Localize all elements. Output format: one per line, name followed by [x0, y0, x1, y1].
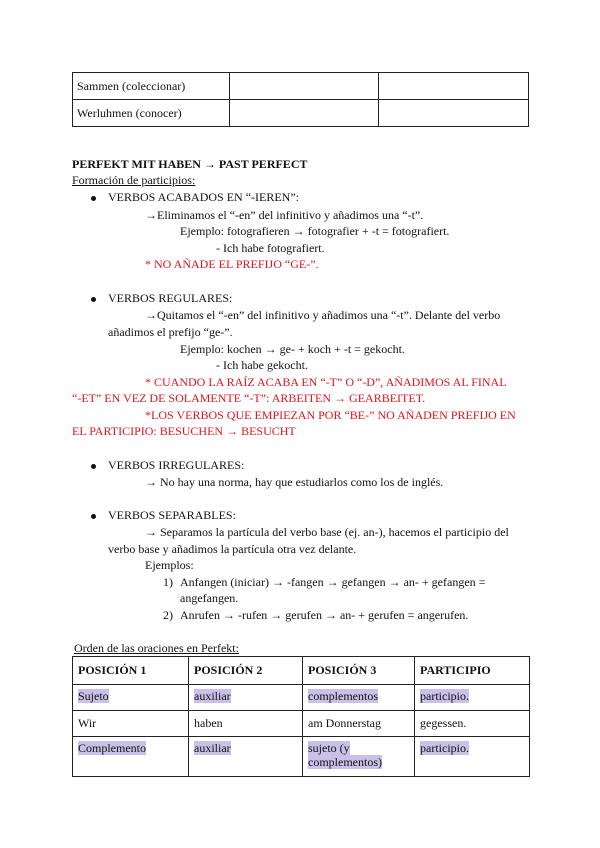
header-cell: POSICIÓN 1 — [73, 657, 189, 685]
section-title-separable: VERBOS SEPARABLES: — [108, 508, 236, 522]
example-2: Anrufen → -rufen → gerufen → an- + gerufen = angerufen. — [180, 608, 469, 622]
header-cell: POSICIÓN 2 — [189, 657, 303, 685]
ieren-note: * NO AÑADE EL PREFIJO “GE-”. — [145, 257, 319, 271]
irregular-rule: → No hay una norma, hay que estudiarlos como los de inglés. — [145, 475, 444, 489]
table-cell — [379, 100, 529, 127]
bullet-icon — [91, 464, 96, 469]
table-cell: complementos — [303, 685, 415, 711]
regular-note-2-line-1: *LOS VERBOS QUE EMPIEZAN POR “BE-” NO AÑADEN PREFIJO EN — [145, 408, 516, 422]
header-cell: POSICIÓN 3 — [303, 657, 415, 685]
example-1-line-2: angefangen. — [180, 591, 239, 605]
separable-rule-line-1: → Separamos la partícula del verbo base (ej. an-), hacemos el participio del — [145, 525, 509, 539]
table-row — [73, 711, 530, 737]
table-cell: am Donnerstag — [303, 711, 415, 737]
table-cell: sujeto (y complementos) — [303, 737, 415, 777]
table-cell: auxiliar — [189, 737, 303, 777]
bullet-icon — [91, 196, 96, 201]
table-cell: auxiliar — [189, 685, 303, 711]
table-cell: Sammen (coleccionar) — [73, 73, 230, 100]
verbs-table — [72, 72, 529, 127]
table-cell: gegessen. — [415, 711, 530, 737]
section-title-regular: VERBOS REGULARES: — [108, 291, 233, 305]
table-row — [73, 685, 530, 711]
ieren-sentence: - Ich habe fotografiert. — [216, 241, 325, 255]
table-header-row — [73, 657, 530, 685]
regular-rule-line-2: añadimos el prefijo “ge-”. — [108, 325, 233, 339]
section-title-ieren: VERBOS ACABADOS EN “-IEREN”: — [108, 190, 299, 204]
ieren-rule: →Eliminamos el “-en” del infinitivo y añadimos una “-t”. — [145, 208, 424, 222]
table-cell: haben — [189, 711, 303, 737]
table-cell: participio. — [415, 685, 530, 711]
table-row — [73, 100, 529, 127]
table-cell — [379, 73, 529, 100]
separable-examples-label: Ejemplos: — [145, 558, 194, 572]
table-cell: participio. — [415, 737, 530, 777]
heading: PERFEKT MIT HABEN → PAST PERFECT — [72, 157, 308, 171]
separable-rule-line-2: verbo base y añadimos la partícula otra vez delante. — [108, 542, 357, 556]
table-row — [73, 737, 530, 777]
table-cell — [229, 73, 379, 100]
table-cell: Wir — [73, 711, 189, 737]
example-1-number: 1) — [163, 575, 173, 589]
regular-example: Ejemplo: kochen → ge- + koch + -t = gekocht. — [180, 342, 405, 356]
regular-note-1-line-2: “-ET” EN VEZ DE SOLAMENTE “-T”: ARBEITEN → GEARBEITET. — [72, 391, 426, 405]
regular-rule-line-1: →Quitamos el “-en” del infinitivo y añadimos una “-t”. Delante del verbo — [145, 308, 501, 322]
order-caption: Orden de las oraciones en Perfekt: — [74, 641, 239, 655]
section-title-irregular: VERBOS IRREGULARES: — [108, 458, 245, 472]
table-cell: Complemento — [73, 737, 189, 777]
bullet-icon — [91, 297, 96, 302]
subheading: Formación de participios: — [72, 173, 196, 187]
regular-sentence: - Ich habe gekocht. — [216, 358, 308, 372]
header-cell: PARTICIPIO — [415, 657, 530, 685]
table-cell — [229, 100, 379, 127]
example-1-line-1: Anfangen (iniciar) → -fangen → gefangen → an- + gefangen = — [180, 575, 486, 589]
regular-note-1-line-1: * CUANDO LA RAÍZ ACABA EN “-T” O “-D”, AÑADIMOS AL FINAL — [145, 375, 507, 389]
ieren-example: Ejemplo: fotografieren → fotografier + -t = fotografiert. — [180, 224, 450, 238]
table-row — [73, 73, 529, 100]
table-cell: Werluhmen (conocer) — [73, 100, 230, 127]
table-cell: Sujeto — [73, 685, 189, 711]
bullet-icon — [91, 514, 96, 519]
regular-note-2-line-2: EL PARTICIPIO: BESUCHEN → BESUCHT — [72, 424, 296, 438]
order-table — [72, 656, 530, 777]
example-2-number: 2) — [163, 608, 173, 622]
